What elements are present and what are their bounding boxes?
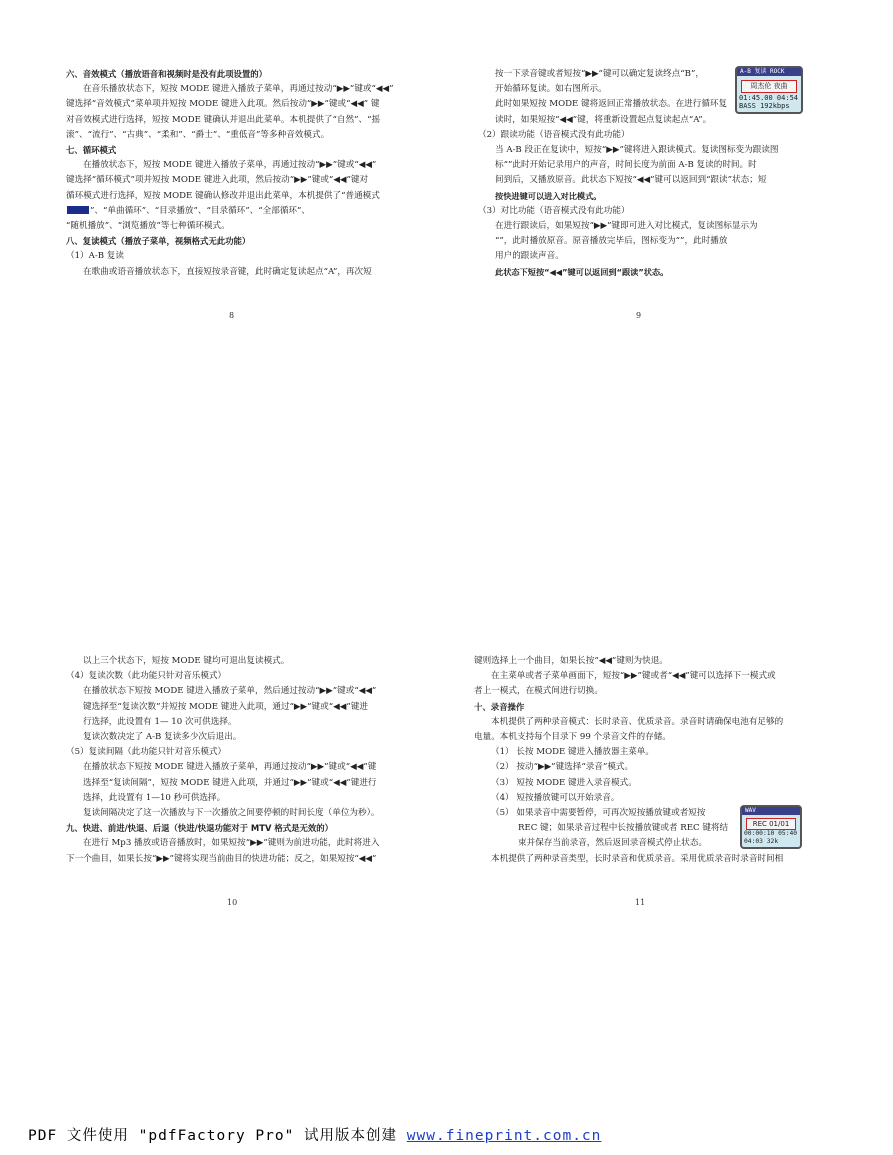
- screen-time: 00:00:10 05:40: [744, 830, 798, 837]
- paragraph-line: 键选择至“复读次数”并短按 MODE 键进入此项，通过“▶▶”键或“◀◀”键进: [83, 701, 368, 712]
- paragraph-line: 在播放状态下短按 MODE 键进入播放子菜单，然后通过按动“▶▶”键或“◀◀”: [83, 686, 377, 697]
- paragraph-line: [66, 204, 396, 219]
- paragraph-line: 本机提供了两种录音类型，长时录音和优质录音。采用优质录音时录音时间相: [491, 853, 784, 864]
- paragraph-line: 用户的跟读声音。: [495, 251, 564, 262]
- screen-status-bar: WAV: [742, 807, 800, 815]
- section-heading: 六、音效模式（播放语音和视频时是没有此项设置的）: [66, 69, 267, 79]
- subheading: （5）复读间隔（此功能只针对音乐模式）: [66, 747, 227, 758]
- subheading: （4）复读次数（此功能只针对音乐模式）: [66, 671, 227, 682]
- paragraph-line: 循环模式进行选择，短按 MODE 键确认修改并退出此菜单，本机提供了“普通模式: [66, 190, 380, 201]
- paragraph-line: 键则选择上一个曲目，如果长按“◀◀”键则为快退。: [474, 656, 668, 666]
- paragraph-line: 在播放状态下，短按 MODE 键进入播放子菜单，再通过按动“▶▶”键或“◀◀”: [83, 160, 377, 171]
- paragraph-line: 按一下录音键或者短按“▶▶”键可以确定复读终点“B”，: [495, 69, 704, 79]
- section-heading: 八、复读模式（播放子菜单，视频格式无此功能）: [66, 236, 251, 247]
- footer-text: PDF 文件使用 "pdfFactory Pro" 试用版本创建: [28, 1128, 407, 1144]
- screen-info: BASS 192kbps: [739, 102, 790, 110]
- paragraph-line: 当 A-B 段正在复读中，短按“▶▶”键将进入跟读模式。复读图标变为跟读图: [495, 145, 779, 156]
- paragraph-line: 在进行跟读后，如果短按“▶▶”键即可进入对比模式，复读图标显示为: [495, 221, 758, 232]
- paragraph-line: 标“”此时开始记录用户的声音，时间长度为前面 A-B 复读的时间。时: [495, 160, 757, 171]
- footer-link[interactable]: www.fineprint.com.cn: [406, 1128, 602, 1144]
- page-number: 8: [229, 311, 235, 320]
- screen-status-bar: A-B 复读 ROCK: [737, 68, 801, 76]
- list-item-continued: REC 键；如果录音过程中长按播放键或者 REC 键将结: [518, 823, 729, 834]
- section-heading: 九、快进、前进/快退、后退（快进/快退功能对于 MTV 格式是无效的）: [66, 823, 333, 834]
- paragraph-line: 在歌曲或语音播放状态下，直接短按录音键，此时确定复读起点“A”，再次短: [83, 266, 372, 277]
- screen-info: 04:03 32k: [744, 838, 779, 845]
- paragraph-line: 间到后，又播放原音。此状态下短按“◀◀”键可以返回到“跟读”状态；短: [495, 175, 767, 186]
- paragraph-line: 在主菜单或者子菜单画面下，短按“▶▶”键或者“◀◀”键可以选择下一模式或: [491, 671, 776, 682]
- paragraph-line: 行选择，此设置有 1— 10 次可供选择。: [83, 716, 237, 727]
- page-8-text: [66, 67, 396, 280]
- paragraph-line: （1）A-B 复读: [66, 251, 124, 262]
- paragraph-line: 在播放状态下短按 MODE 键进入播放子菜单，再通过按动“▶▶”键或“◀◀”键: [83, 762, 377, 773]
- paragraph-line: “随机播放”、“浏览播放”等七种循环模式。: [66, 221, 230, 232]
- device-screen-ab-repeat: [735, 66, 803, 114]
- paragraph-line: 电量。本机支持每个目录下 99 个录音文件的存储。: [474, 732, 671, 743]
- list-item: （4） 短按播放键可以开始录音。: [491, 792, 620, 803]
- paragraph-line: 按快进键可以进入对比模式。: [495, 190, 602, 201]
- list-item-continued: 束并保存当前录音，然后返回录音模式停止状态。: [518, 838, 708, 849]
- list-item: （5） 如果录音中需要暂停，可再次短按播放键或者短按: [491, 808, 706, 819]
- section-heading: 十、录音操作: [474, 701, 525, 712]
- screen-track-title: 周杰伦 夜曲: [741, 80, 797, 93]
- paragraph-line: 读时，如果短按“◀◀”键，将重新设置起点复读起点“A”。: [495, 114, 712, 125]
- paragraph-line: 滚”、“流行”、“古典”、“柔和”、“爵士”、“重低音”等多种音效模式。: [66, 129, 330, 140]
- list-item: （2） 按动“▶▶”键选择“录音”模式。: [491, 762, 634, 773]
- paragraph-line: “”，此时播放原音。原音播放完毕后，图标变为“”，此时播放: [495, 236, 728, 247]
- page-number: 11: [635, 898, 646, 907]
- pdf-watermark-footer: [28, 1124, 601, 1145]
- subheading: （2）跟读功能（语音模式没有此功能）: [478, 129, 630, 140]
- paragraph-line: 者上一模式，在模式间进行切换。: [474, 686, 603, 697]
- paragraph-line: 在进行 Mp3 播放或语音播放时，如果短按“▶▶”键则为前进功能，此时将进入: [83, 838, 380, 849]
- paragraph-line-text: ”、“单曲循环”、“目录播放”、“目录循环”、“全部循环”、: [90, 205, 311, 216]
- paragraph-line: 对音效模式进行选择，短按 MODE 键确认并退出此菜单。本机提供了“自然”、“摇: [66, 114, 381, 125]
- list-item: （1） 长按 MODE 键进入播放器主菜单。: [491, 747, 654, 758]
- paragraph-line: 开始循环复读。如右图所示。: [495, 84, 607, 95]
- screen-time: 01:45.00 04:54: [739, 94, 799, 102]
- paragraph-line: 此时如果短按 MODE 键将返回正常播放状态。在进行循环复: [495, 99, 728, 110]
- paragraph-line: 选择至“复读间隔”，短按 MODE 键进入此项，并通过“▶▶”键或“◀◀”键进行: [83, 777, 377, 788]
- section-heading: 七、循环模式: [66, 145, 117, 156]
- paragraph-line: 下一个曲目，如果长按“▶▶”键将实现当前曲目的快进功能；反之，如果短按“◀◀”: [66, 853, 377, 864]
- paragraph-line: 键选择“循环模式”项并短按 MODE 键进入此项，然后按动“▶▶”键或“◀◀”键对: [66, 175, 369, 186]
- paragraph-line: 复读间隔决定了这一次播放与下一次播放之间要停顿的时间长度（单位为秒）。: [83, 808, 380, 819]
- list-item: （3） 短按 MODE 键进入录音模式。: [491, 777, 637, 788]
- screen-record-file: REC 01/01: [746, 818, 796, 830]
- page-number: 10: [227, 898, 238, 907]
- paragraph-line: 本机提供了两种录音模式：长时录音、优质录音。录音时请确保电池有足够的: [491, 716, 784, 727]
- paragraph-line: 以上三个状态下，短按 MODE 键均可退出复读模式。: [83, 656, 290, 666]
- paragraph-line: 此状态下短按“◀◀”键可以返回到“跟读”状态。: [495, 266, 669, 277]
- page-10-text: [66, 654, 396, 867]
- subheading: （3）对比功能（语音模式没有此功能）: [478, 205, 630, 216]
- page-number: 9: [636, 311, 642, 320]
- device-screen-recording: [740, 805, 802, 849]
- paragraph-line: 键选择“音效模式”菜单项并短按 MODE 键进入此项。然后按动“▶▶”键或“◀◀” 键: [66, 99, 380, 110]
- paragraph-line: 在音乐播放状态下，短按 MODE 键进入播放子菜单，再通过按动“▶▶”键或“◀◀”: [83, 84, 394, 95]
- paragraph-line: 复读次数决定了 A-B 复读多少次后退出。: [83, 732, 242, 743]
- loop-mode-icon: [67, 206, 89, 214]
- paragraph-line: 选择，此设置有 1—10 秒可供选择。: [83, 792, 226, 803]
